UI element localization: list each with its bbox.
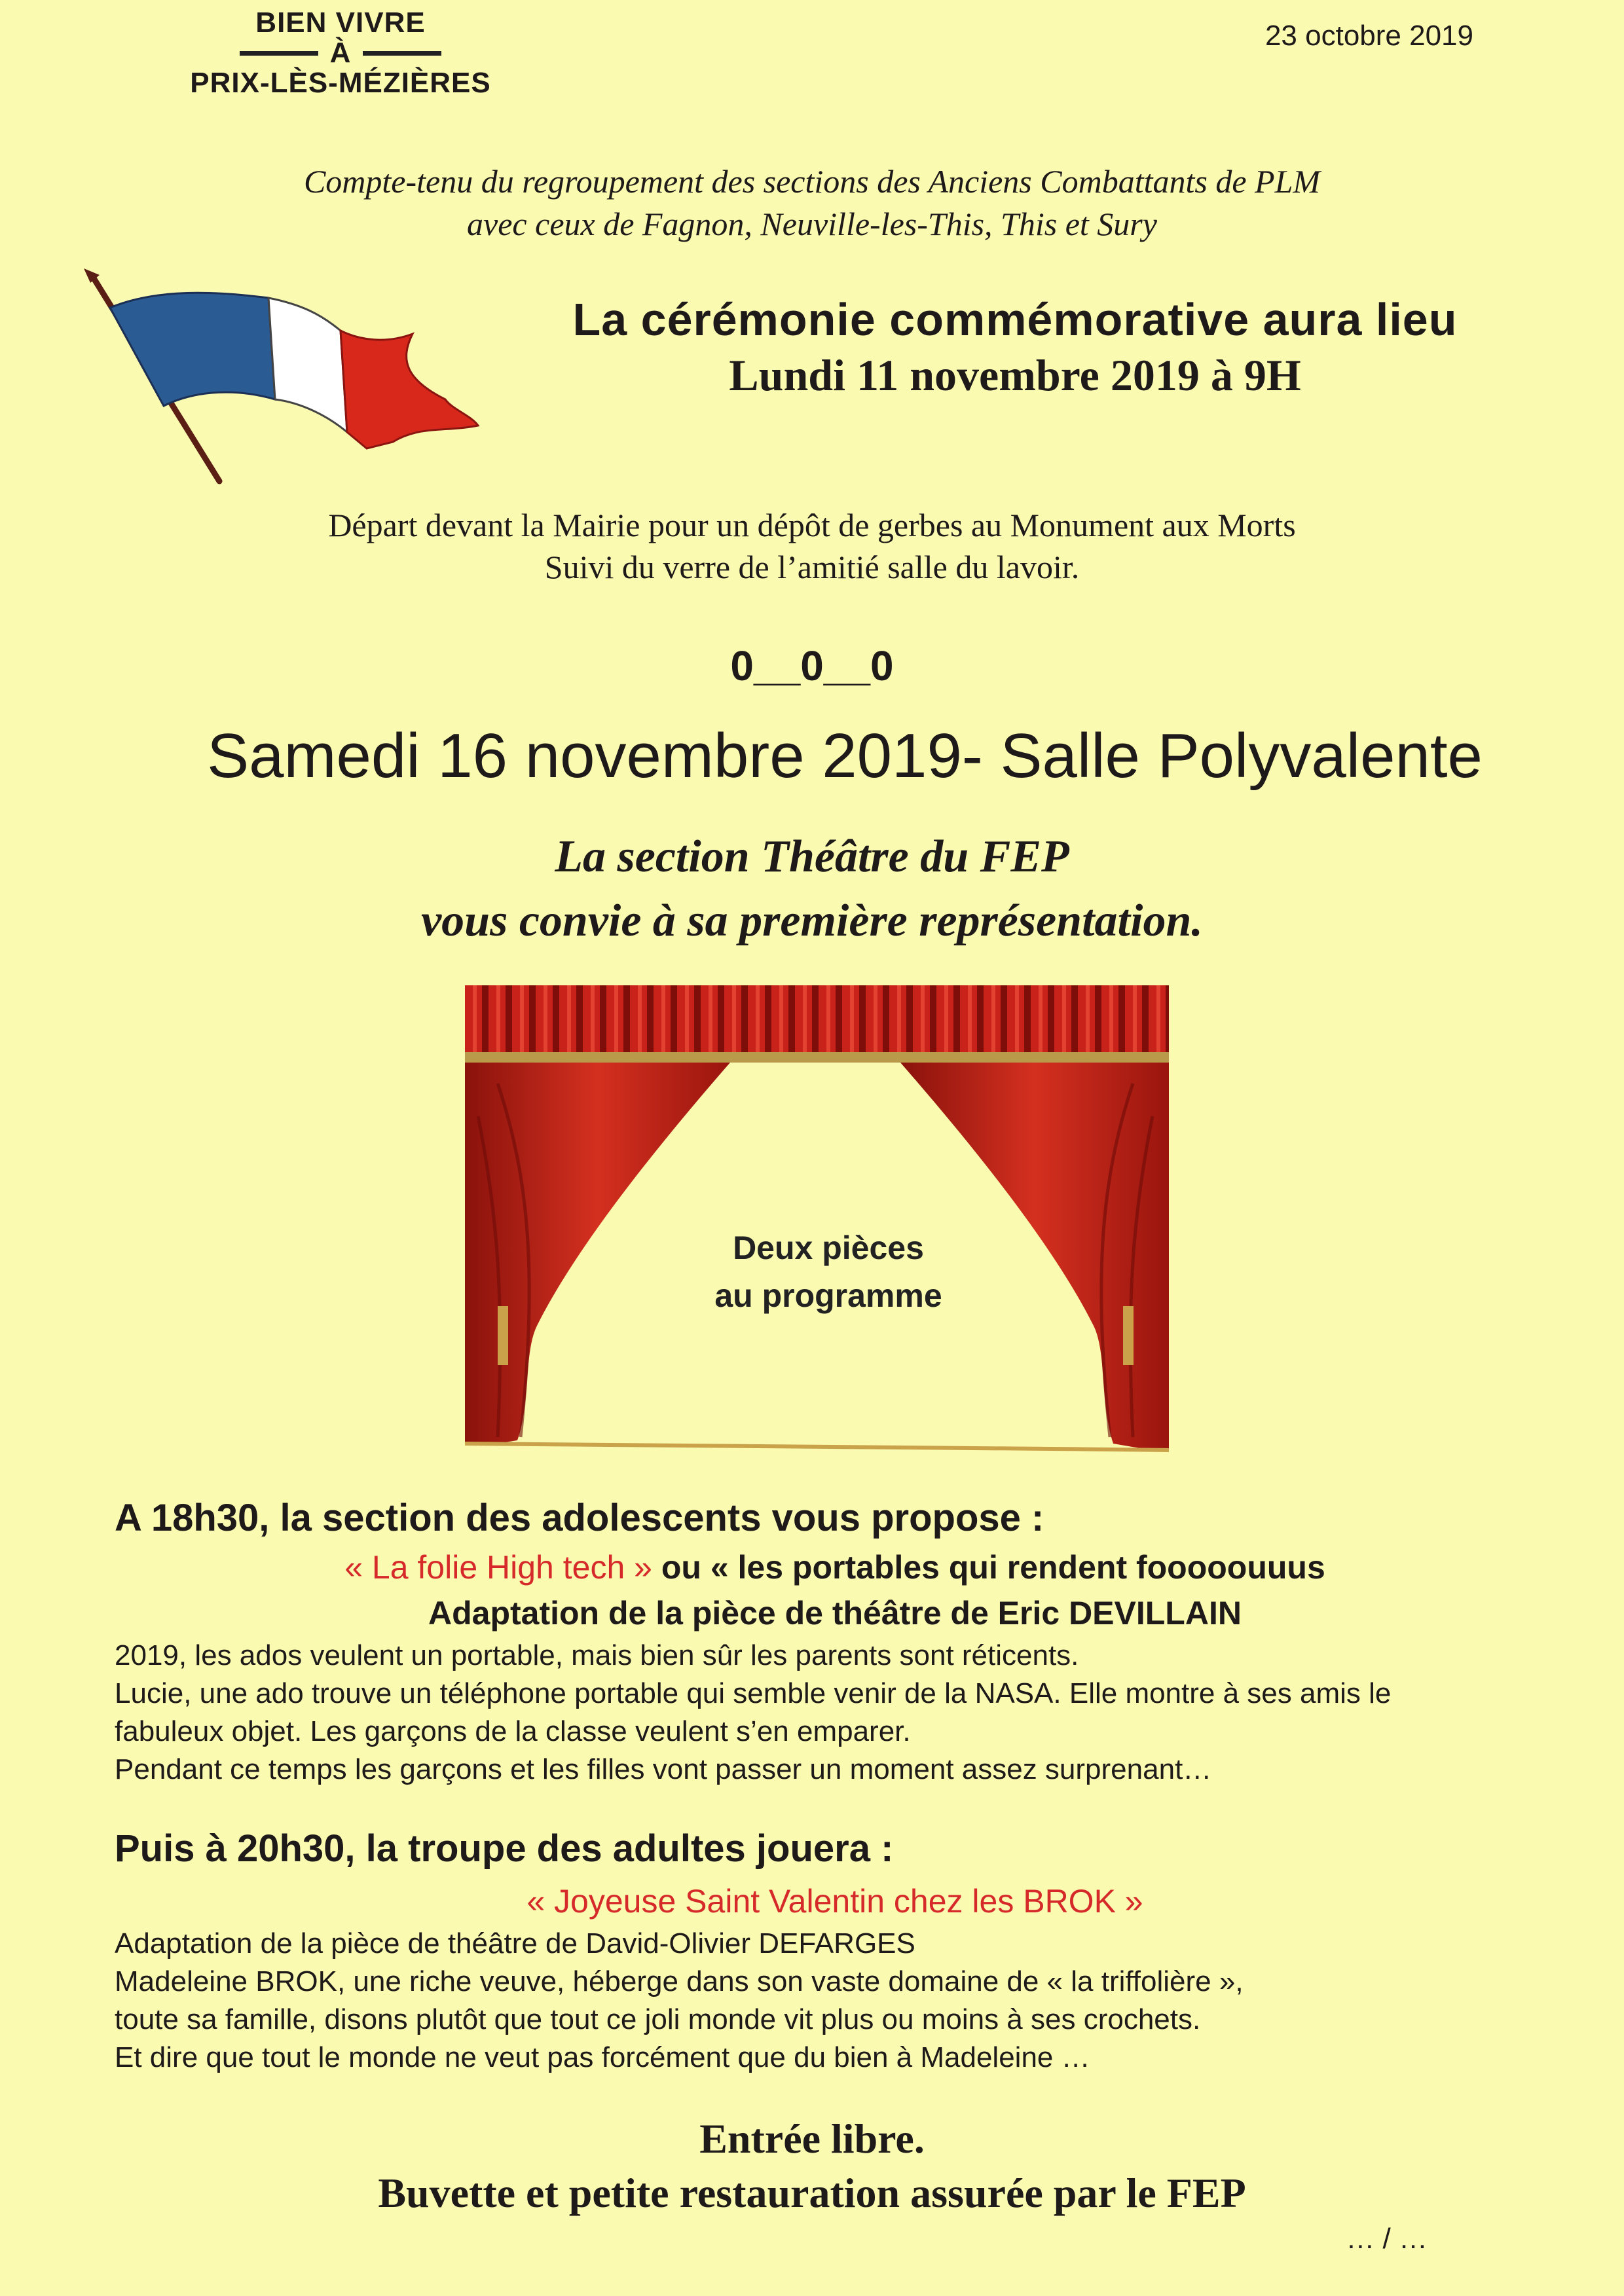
show1-para-4: Pendant ce temps les garçons et les filles vont passer un moment assez surprenant… (115, 1753, 1212, 1786)
decorative-dash (363, 51, 441, 56)
theatre-curtain-icon (458, 985, 1172, 1453)
curtain-caption (589, 1224, 1067, 1319)
show2-para-3: toute sa famille, disons plutôt que tout ce joli monde vit plus ou moins à ses crochets. (115, 2003, 1201, 2036)
show1-heading: A 18h30, la section des adolescents vous propose : (115, 1497, 1044, 1539)
org-line-1: BIEN VIVRE (255, 7, 426, 39)
theatre-line-2: vous convie à sa première représentation. (421, 896, 1203, 946)
show2-title: « Joyeuse Saint Valentin chez les BROK » (526, 1883, 1143, 1920)
org-line-2-text: À (329, 37, 352, 69)
curtain-caption-line-2: au programme (714, 1277, 942, 1314)
document-date: 23 octobre 2019 (1264, 20, 1473, 52)
org-line-2 (144, 38, 537, 68)
departure-line-1: Départ devant la Mairie pour un dépôt de gerbes au Monument aux Morts (328, 507, 1296, 543)
ceremony-line-2: Lundi 11 novembre 2019 à 9H (729, 350, 1301, 400)
show2-description (115, 1925, 1555, 2077)
show2-para-2: Madeleine BROK, une riche veuve, héberge dans son vaste domaine de « la triffolière », (115, 1965, 1244, 1998)
page-continuation-marker: … / … (1346, 2223, 1428, 2255)
show2-heading: Puis à 20h30, la troupe des adultes jouera : (115, 1827, 894, 1870)
theatre-line-1: La section Théâtre du FEP (555, 831, 1069, 882)
show1-title (115, 1548, 1555, 1586)
show2-para-4: Et dire que tout le monde ne veut pas forcément que du bien à Madeleine … (115, 2041, 1090, 2074)
footer-info (115, 2111, 1509, 2220)
departure-text (196, 504, 1428, 588)
footer-line-2: Buvette et petite restauration assurée par le FEP (378, 2170, 1246, 2217)
event-date-heading: Samedi 16 novembre 2019- Salle Polyvalente (207, 721, 1483, 791)
show1-description (115, 1637, 1555, 1789)
organization-name (144, 8, 537, 99)
show1-title-rest: ou « les portables qui rendent fooooouuus (652, 1549, 1325, 1586)
ceremony-line-1: La cérémonie commémorative aura lieu (572, 294, 1458, 345)
departure-line-2: Suivi du verre de l’amitié salle du lavoir. (544, 549, 1080, 585)
ceremony-announcement (524, 293, 1506, 401)
footer-line-1: Entrée libre. (699, 2115, 925, 2162)
curtain-caption-line-1: Deux pièces (733, 1230, 924, 1266)
show1-para-3: fabuleux objet. Les garçons de la classe veulent s’en emparer. (115, 1715, 911, 1748)
show2-para-1: Adaptation de la pièce de théâtre de David-Olivier DEFARGES (115, 1927, 915, 1959)
intro-line-1: Compte-tenu du regroupement des sections des Anciens Combattants de PLM (303, 163, 1321, 200)
show1-para-2: Lucie, une ado trouve un téléphone portable qui semble venir de la NASA. Elle montre à ses amis le (115, 1677, 1392, 1710)
show1-title-red: « La folie High tech » (344, 1549, 652, 1586)
org-line-3: PRIX-LÈS-MÉZIÈRES (190, 67, 491, 100)
show1-para-1: 2019, les ados veulent un portable, mais bien sûr les parents sont réticents. (115, 1639, 1079, 1671)
show1-subtitle: Adaptation de la pièce de théâtre de Eric DEVILLAIN (428, 1595, 1242, 1631)
intro-text (196, 160, 1428, 246)
intro-line-2: avec ceux de Fagnon, Neuville-les-This, This et Sury (467, 206, 1157, 242)
theatre-invitation (131, 825, 1493, 953)
french-flag-icon (79, 268, 485, 484)
decorative-dash (240, 51, 318, 56)
section-separator: 0__0__0 (730, 642, 894, 689)
